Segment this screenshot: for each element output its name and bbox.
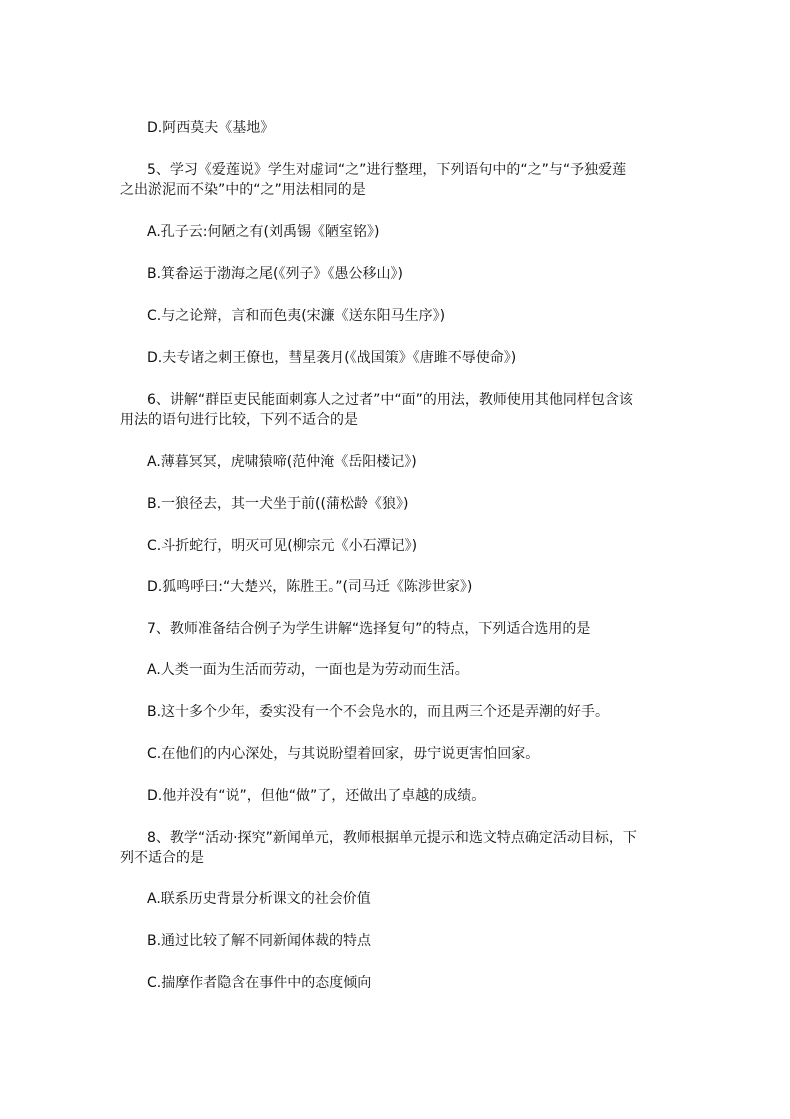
- q8-stem-line-1: 8、教学“活动·探究”新闻单元，教师根据单元提示和选文特点确定活动目标，下: [147, 830, 637, 846]
- q8-stem-line-2: 列不适合的是: [120, 850, 204, 866]
- q7-option-c: C.在他们的内心深处，与其说盼望着回家，毋宁说更害怕回家。: [147, 746, 540, 762]
- q7-stem-line-1: 7、教师准备结合例子为学生讲解“选择复句”的特点，下列适合选用的是: [147, 621, 591, 637]
- q6-stem-line-2: 用法的语句进行比较，下列不适合的是: [120, 412, 358, 428]
- q7-option-d: D.他并没有“说”，但他“做”了，还做出了卓越的成绩。: [147, 788, 486, 804]
- q8-option-a: A.联系历史背景分析课文的社会价值: [147, 891, 371, 907]
- q8-option-b: B.通过比较了解不同新闻体裁的特点: [147, 933, 372, 949]
- q5-option-d: D.夫专诸之刺王僚也，彗星袭月(《战国策》《唐雎不辱使命》): [147, 350, 517, 366]
- q5-stem-line-2: 之出淤泥而不染”中的“之”用法相同的是: [120, 182, 366, 198]
- q8-option-c: C.揣摩作者隐含在事件中的态度倾向: [147, 975, 372, 991]
- q7-option-b: B.这十多个少年，委实没有一个不会凫水的，而且两三个还是弄潮的好手。: [147, 704, 610, 720]
- q4-option-d: D.阿西莫夫《基地》: [147, 120, 275, 136]
- q5-option-c: C.与之论辩，言和而色夷(宋濂《送东阳马生序》): [147, 308, 446, 324]
- q6-option-d: D.狐鸣呼曰:“大楚兴，陈胜王。”(司马迁《陈涉世家》): [147, 579, 473, 595]
- q7-option-a: A.人类一面为生活而劳动，一面也是为劳动而生活。: [147, 662, 469, 678]
- q6-option-b: B.一狼径去，其一犬坐于前((蒲松龄《狼》): [147, 496, 409, 512]
- q6-option-c: C.斗折蛇行，明灭可见(柳宗元《小石潭记》): [147, 538, 418, 554]
- q6-option-a: A.薄暮冥冥，虎啸猿啼(范仲淹《岳阳楼记》): [147, 454, 417, 470]
- q5-option-a: A.孔子云:何陋之有(刘禹锡《陋室铭》): [147, 224, 380, 240]
- q5-option-b: B.箕畚运于渤海之尾(《列子》《愚公移山》): [147, 266, 403, 282]
- q6-stem-line-1: 6、讲解“群臣吏民能面刺寡人之过者”中“面”的用法，教师使用其他同样包含该: [147, 392, 633, 408]
- q5-stem-line-1: 5、学习《爱莲说》学生对虚词“之”进行整理，下列语句中的“之”与“予独爱莲: [147, 162, 627, 178]
